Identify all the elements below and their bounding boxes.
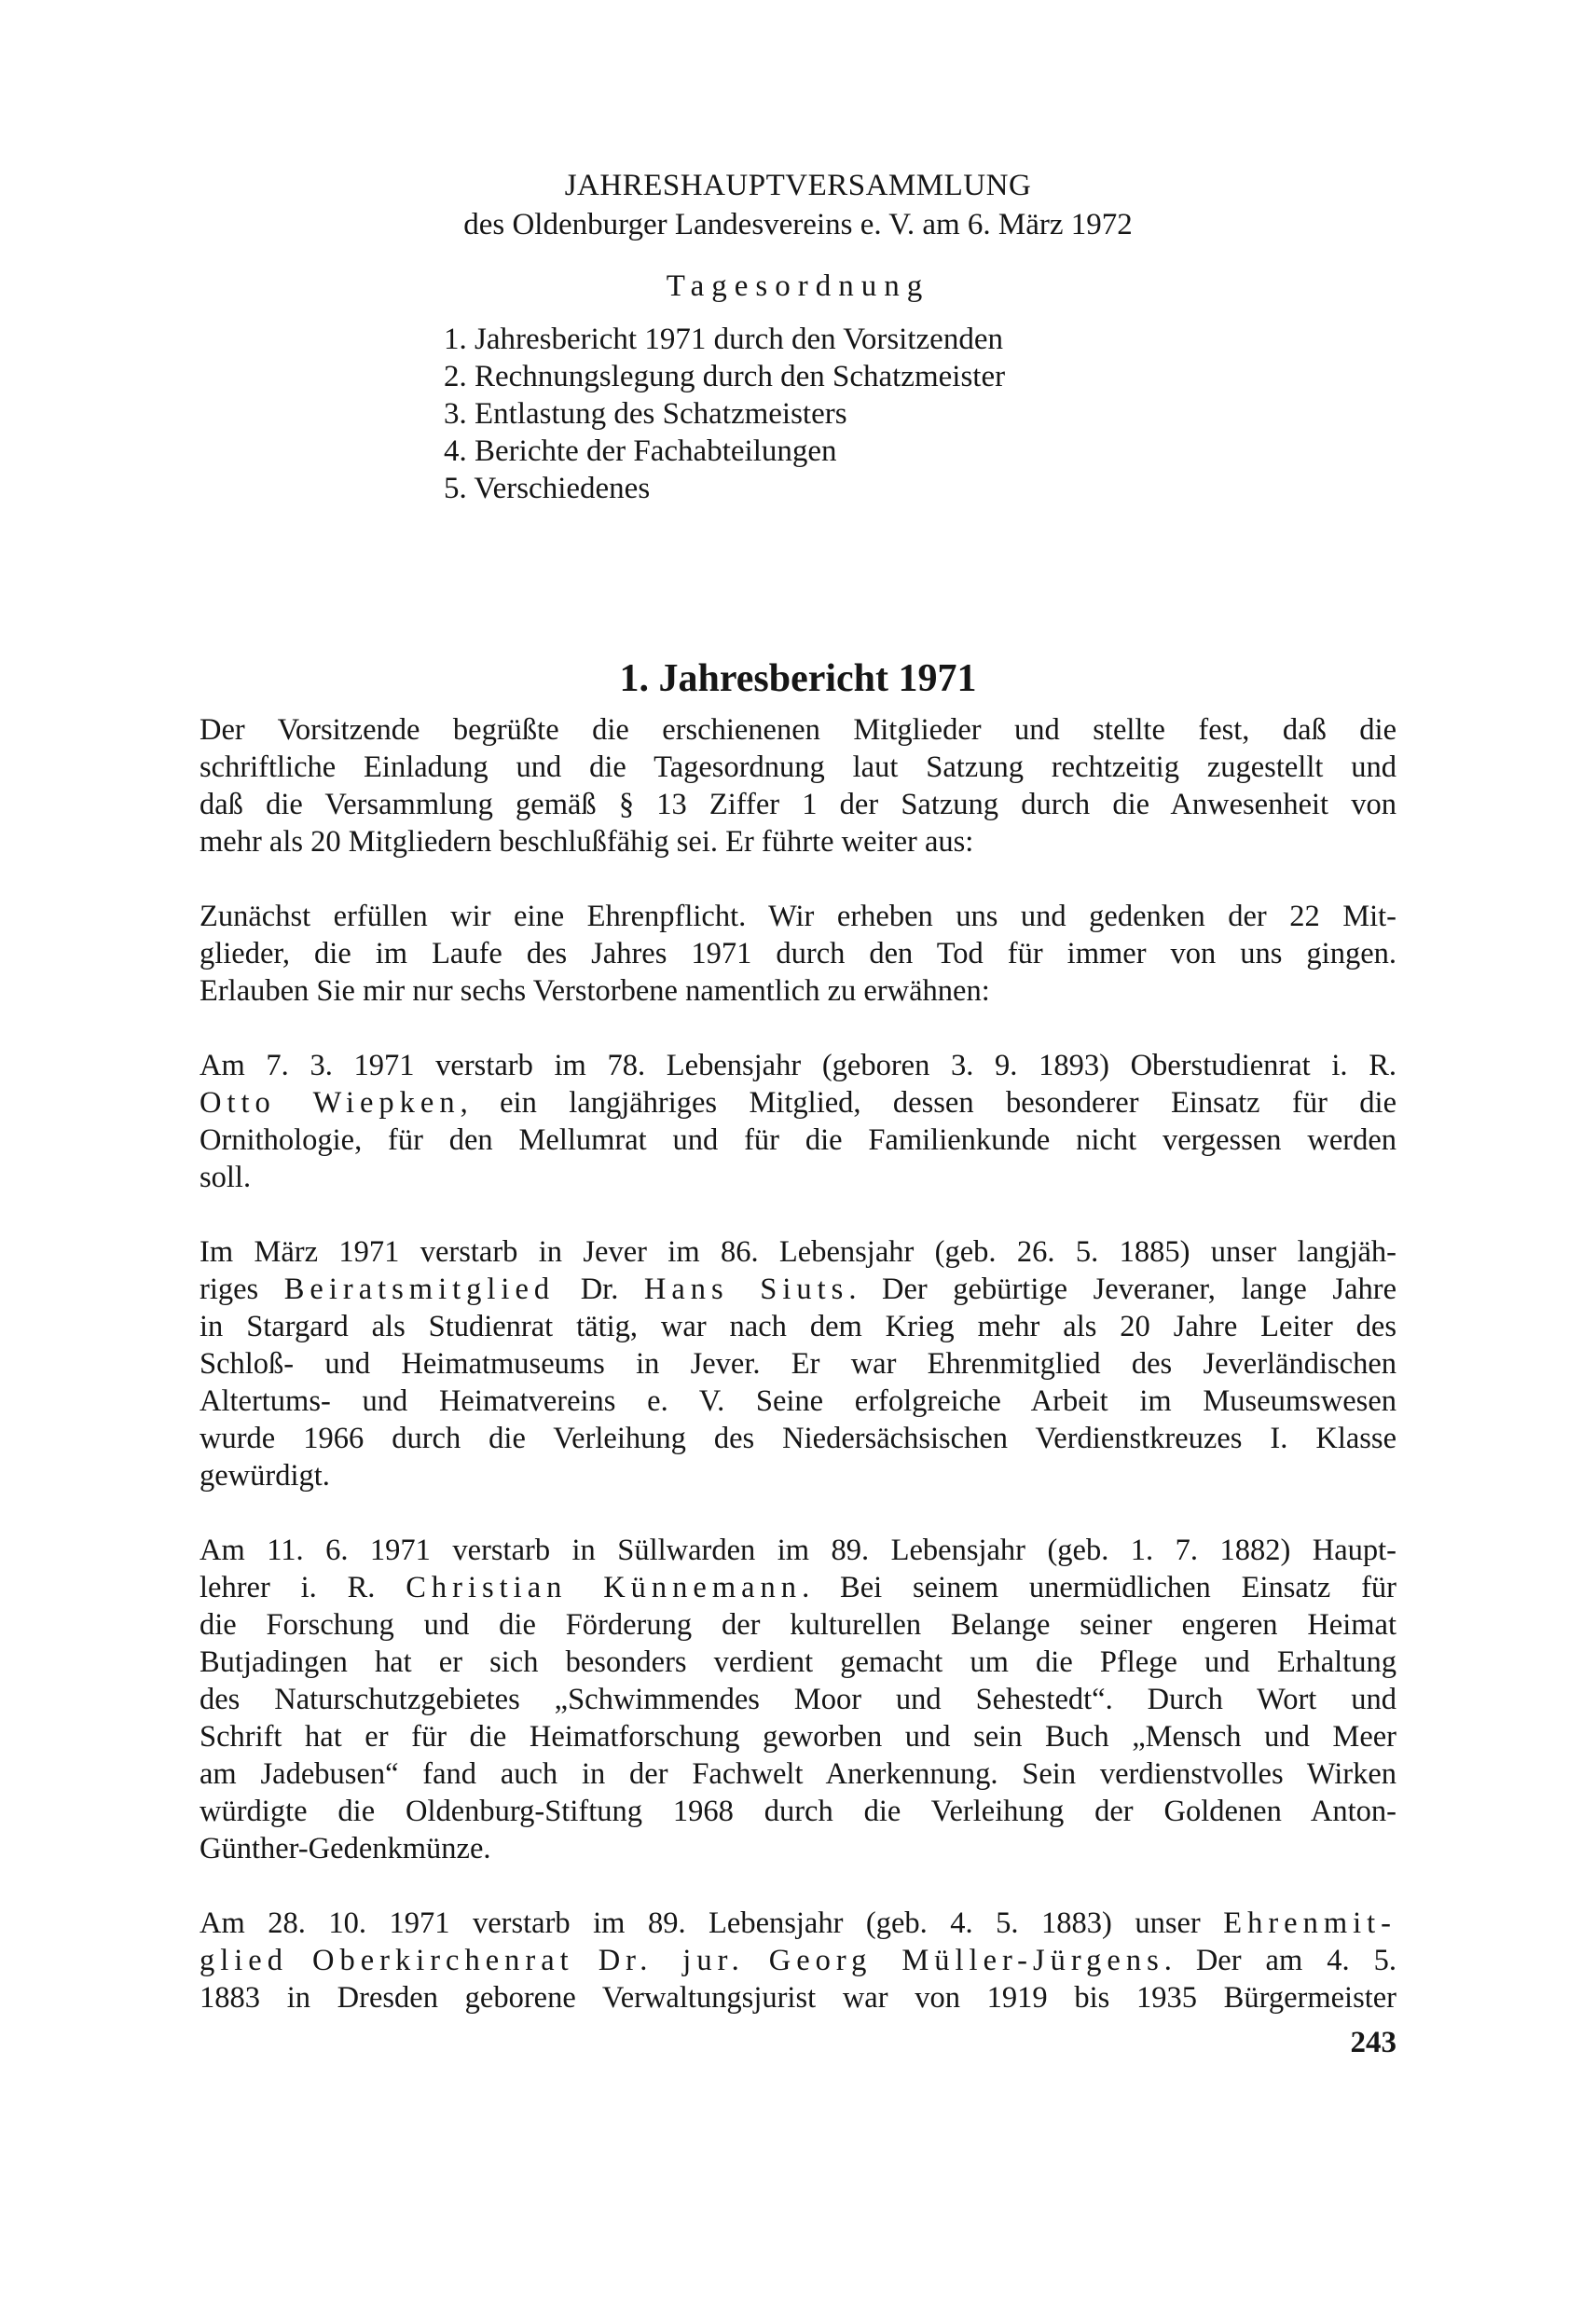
text-line: Günther-Gedenkmünze. (200, 1832, 491, 1865)
agenda-item: 2. Rechnungslegung durch den Schatzmeister (444, 360, 1006, 393)
text-line: mehr als 20 Mitgliedern beschlußfähig sei. Er führte weiter aus: (200, 825, 974, 859)
text-line: Altertums- und Heimatvereins e. V. Seine erfolgreiche Arbeit im Museumswesen (200, 1384, 1396, 1418)
text-line: Schloß- und Heimatmuseums in Jever. Er war Ehrenmitglied des Jeverländischen (200, 1347, 1396, 1381)
text-line: riges Beiratsmitglied Dr. Hans Siuts. Der gebürtige Jeveraner, lange Jahre (200, 1273, 1397, 1306)
text-line: 1883 in Dresden geborene Verwaltungsjurist war von 1919 bis 1935 Bürgermeister (200, 1981, 1396, 2015)
text-line: Am 11. 6. 1971 verstarb in Süllwarden im 89. Lebensjahr (geb. 1. 7. 1882) Haupt- (200, 1534, 1396, 1567)
text-line: die Forschung und die Förderung der kulturellen Belange seiner engeren Heimat (200, 1608, 1396, 1642)
paragraph (200, 1905, 1396, 2016)
text-line: des Naturschutzgebietes „Schwimmendes Moor und Sehestedt“. Durch Wort und (200, 1683, 1396, 1716)
paragraph (200, 1047, 1396, 1196)
agenda-heading: Tagesordnung (666, 269, 930, 303)
text-line: Schrift hat er für die Heimatforschung geworben und sein Buch „Mensch und Meer (200, 1720, 1396, 1754)
text-line: Ornithologie, für den Mellumrat und für die Familienkunde nicht vergessen werden (200, 1123, 1396, 1157)
body-text (200, 711, 1396, 2054)
page-number: 243 (1350, 2026, 1396, 2059)
meeting-title: JAHRESHAUPTVERSAMMLUNG (564, 169, 1032, 202)
text-line: Am 7. 3. 1971 verstarb im 78. Lebensjahr (geboren 3. 9. 1893) Oberstudienrat i. R. (200, 1049, 1396, 1082)
text-line: schriftliche Einladung und die Tagesordnung laut Satzung rechtzeitig zugestellt und (200, 750, 1396, 784)
paragraph (200, 1233, 1396, 1494)
agenda-item: 5. Verschiedenes (444, 472, 651, 505)
text-line: am Jadebusen“ fand auch in der Fachwelt Anerkennung. Sein verdienstvolles Wirken (200, 1757, 1396, 1791)
meeting-subtitle: des Oldenburger Landesvereins e. V. am 6. März 1972 (463, 208, 1133, 241)
text-line: glied Oberkirchenrat Dr. jur. Georg Müller-Jürgens. Der am 4. 5. (200, 1944, 1397, 1977)
text-line: Otto Wiepken, ein langjähriges Mitglied, dessen besonderer Einsatz für die (200, 1086, 1397, 1120)
agenda-item: 3. Entlastung des Schatzmeisters (444, 397, 847, 431)
agenda-item: 4. Berichte der Fachabteilungen (444, 434, 837, 468)
text-line: Zunächst erfüllen wir eine Ehrenpflicht. Wir erheben uns und gedenken der 22 Mit- (200, 900, 1396, 933)
text-line: wurde 1966 durch die Verleihung des Niedersächsischen Verdienstkreuzes I. Klasse (200, 1422, 1396, 1455)
agenda-item: 1. Jahresbericht 1971 durch den Vorsitzenden (444, 323, 1003, 356)
text-line: Butjadingen hat er sich besonders verdient gemacht um die Pflege und Erhaltung (200, 1645, 1396, 1679)
text-line: gewürdigt. (200, 1459, 330, 1493)
text-line: in Stargard als Studienrat tätig, war nach dem Krieg mehr als 20 Jahre Leiter des (200, 1310, 1396, 1343)
text-line: daß die Versammlung gemäß § 13 Ziffer 1 der Satzung durch die Anwesenheit von (200, 788, 1396, 821)
text-line: Im März 1971 verstarb in Jever im 86. Lebensjahr (geb. 26. 5. 1885) unser langjäh- (200, 1235, 1396, 1269)
paragraph (200, 1532, 1396, 1867)
text-line: Der Vorsitzende begrüßte die erschienenen Mitglieder und stellte fest, daß die (200, 713, 1396, 747)
text-line: soll. (200, 1161, 252, 1194)
agenda-list (444, 321, 1005, 507)
paragraph (200, 898, 1396, 1010)
text-line: würdigte die Oldenburg-Stiftung 1968 durch die Verleihung der Goldenen Anton- (200, 1795, 1396, 1828)
paragraph (200, 711, 1396, 860)
section-title: 1. Jahresbericht 1971 (619, 657, 977, 700)
text-line: glieder, die im Laufe des Jahres 1971 durch den Tod für immer von uns gingen. (200, 937, 1396, 970)
text-line: Am 28. 10. 1971 verstarb im 89. Lebensjahr (geb. 4. 5. 1883) unser Ehrenmit- (200, 1906, 1396, 1940)
text-line: Erlauben Sie mir nur sechs Verstorbene namentlich zu erwähnen: (200, 974, 990, 1008)
header (0, 166, 1596, 244)
text-line: lehrer i. R. Christian Künnemann. Bei seinem unermüdlichen Einsatz für (200, 1571, 1396, 1604)
